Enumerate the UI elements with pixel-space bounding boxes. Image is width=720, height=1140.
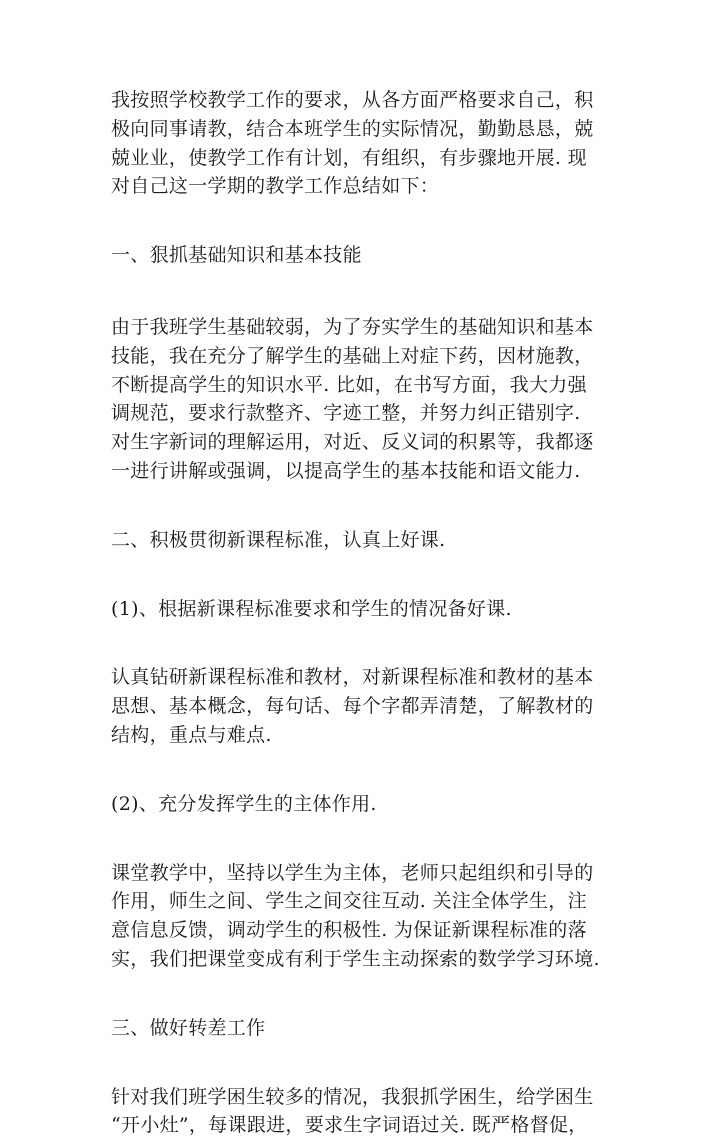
section-heading-2: 二、积极贯彻新课程标准，认真上好课.	[111, 528, 446, 551]
document-content	[111, 86, 611, 1140]
text-line: 调规范，要求行款整齐、字迹工整，并努力纠正错别字.	[111, 402, 581, 425]
text-line: 对生字新词的理解运用，对近、反义词的积累等，我都逐	[111, 431, 594, 454]
text-line: 技能，我在充分了解学生的基础上对症下药，因材施教，	[111, 344, 594, 367]
subsection-heading-1: (1)、根据新课程标准要求和学生的情况备好课.	[111, 597, 512, 620]
text-line: 一进行讲解或强调，以提高学生的基本技能和语文能力.	[111, 459, 581, 482]
intro-paragraph	[111, 86, 611, 201]
text-line: 我按照学校教学工作的要求，从各方面严格要求自己，积	[111, 89, 594, 111]
text-line: “开小灶”，每课跟进，要求生字词语过关. 既严格督促，	[111, 1114, 588, 1137]
text-line: 思想、基本概念，每句话、每个字都弄清楚，了解教材的	[111, 695, 594, 718]
text-line: 由于我班学生基础较弱，为了夯实学生的基础知识和基本	[111, 315, 594, 338]
text-line: 意信息反馈，调动学生的积极性. 为保证新课程标准的落	[111, 919, 587, 942]
section-heading-1: 一、狠抓基础知识和基本技能	[111, 244, 362, 267]
section-3-paragraph	[111, 1083, 611, 1140]
text-line: 针对我们班学困生较多的情况，我狠抓学困生，给学困生	[111, 1085, 594, 1108]
subsection-1-paragraph	[111, 663, 611, 749]
text-line: 课堂教学中，坚持以学生为主体，老师只起组织和引导的	[111, 861, 594, 884]
text-line: 结构，重点与难点.	[111, 723, 272, 746]
text-line: 不断提高学生的知识水平. 比如，在书写方面，我大力强	[111, 373, 587, 396]
text-line: 实，我们把课堂变成有利于学生主动探索的数学学习环境.	[111, 947, 600, 970]
text-line: 对自己这一学期的教学工作总结如下：	[111, 175, 440, 198]
subsection-heading-2: (2)、充分发挥学生的主体作用.	[111, 792, 377, 815]
text-line: 认真钻研新课程标准和教材，对新课程标准和教材的基本	[111, 666, 594, 689]
text-line: 极向同事请教，结合本班学生的实际情况，勤勤恳恳，兢	[111, 117, 594, 140]
subsection-2-paragraph	[111, 859, 611, 974]
section-heading-3: 三、做好转差工作	[111, 1016, 266, 1039]
text-line: 作用，师生之间、学生之间交往互动. 关注全体学生，注	[111, 890, 587, 913]
section-1-paragraph	[111, 313, 611, 486]
text-line: 兢业业，使教学工作有计划，有组织，有步骤地开展. 现	[111, 146, 587, 169]
